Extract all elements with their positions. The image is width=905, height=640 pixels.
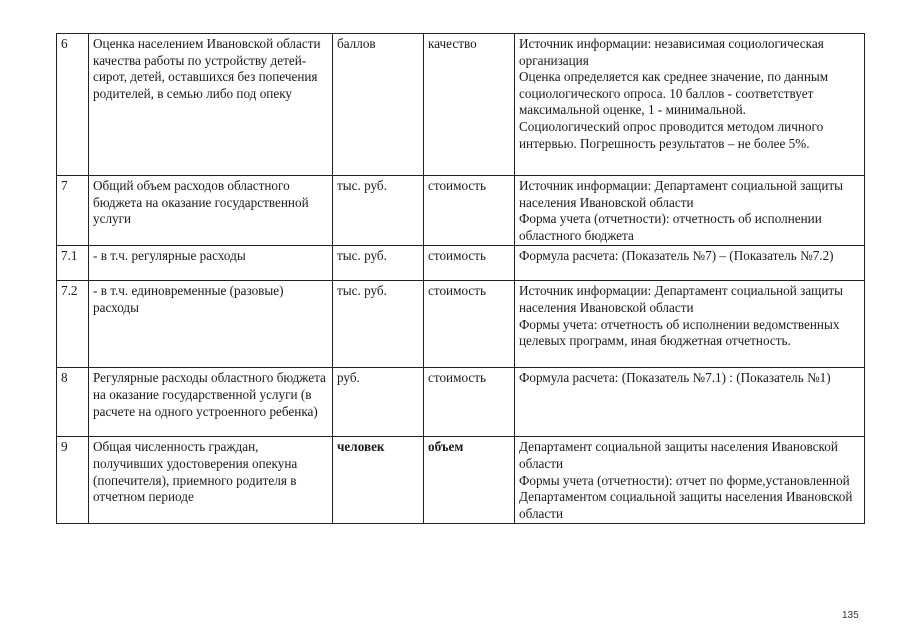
unit-cell: человек [333,437,424,524]
indicator-type: объем [424,437,515,524]
indicator-type: стоимость [424,246,515,281]
indicator-type: стоимость [424,281,515,368]
row-number: 7.1 [57,246,89,281]
description-line: Формы учета: отчетность об исполнении ведомственных целевых программ, иная бюджетная отчетность. [519,316,840,349]
table-row [57,281,865,368]
indicator-description [515,281,865,368]
table-row [57,34,865,176]
indicator-description [515,34,865,176]
table-row [57,368,865,437]
indicator-type: стоимость [424,368,515,437]
indicator-description [515,368,865,437]
unit-cell: баллов [333,34,424,176]
indicator-type: качество [424,34,515,176]
row-number: 7 [57,176,89,246]
description-line: Источник информации: Департамент социальной защиты населения Ивановской области [519,178,844,210]
description-line: Источник информации: Департамент социальной защиты населения Ивановской области [519,283,844,315]
unit-cell: тыс. руб. [333,281,424,368]
indicator-name: - в т.ч. регулярные расходы [89,246,333,281]
unit-cell: руб. [333,368,424,437]
indicator-name: Общий объем расходов областного бюджета на оказание государственной услуги [89,176,333,246]
row-number: 6 [57,34,89,176]
indicator-name: Регулярные расходы областного бюджета на оказание государственной услуги (в расчете на одного устроенного ребенка) [89,368,333,437]
description-line: Формула расчета: (Показатель №7.1) : (Показатель №1) [519,370,831,386]
page-number: 135 [842,610,859,621]
row-number: 8 [57,368,89,437]
indicator-description [515,176,865,246]
indicator-name: - в т.ч. единовременные (разовые) расходы [89,281,333,368]
unit-cell: тыс. руб. [333,176,424,246]
indicators-table [56,33,865,524]
indicator-type: стоимость [424,176,515,246]
description-line: Форма учета (отчетности): отчетность об исполнении областного бюджета [519,211,822,243]
description-line: Источник информации: независимая социологическая организация [519,36,824,68]
row-number: 7.2 [57,281,89,368]
indicator-name: Оценка населением Ивановской области качества работы по устройству детей-сирот, детей, оставшихся без попечения родителей, в семью либо под опеку [89,34,333,176]
description-line: Формы учета (отчетности): отчет по форме,установленной Департаментом социальной защиты населения Ивановской области [519,472,853,521]
description-line: Оценка определяется как среднее значение, по данным социологического опроса. 10 баллов - соответствует максимальной оценке, 1 - минимальной. [519,69,829,118]
row-number: 9 [57,437,89,524]
description-line: Формула расчета: (Показатель №7) – (Показатель №7.2) [519,248,834,264]
table-row [57,437,865,524]
indicator-description [515,437,865,524]
description-line: Социологический опрос проводится методом личного интервью. Погрешность результатов – не более 5%. [519,118,824,151]
unit-cell: тыс. руб. [333,246,424,281]
table-row [57,176,865,246]
indicator-description [515,246,865,281]
description-line: Департамент социальной защиты населения Ивановской области [519,439,838,471]
table-row [57,246,865,281]
indicator-name: Общая численность граждан, получивших удостоверения опекуна (попечителя), приемного родителя в отчетном периоде [89,437,333,524]
